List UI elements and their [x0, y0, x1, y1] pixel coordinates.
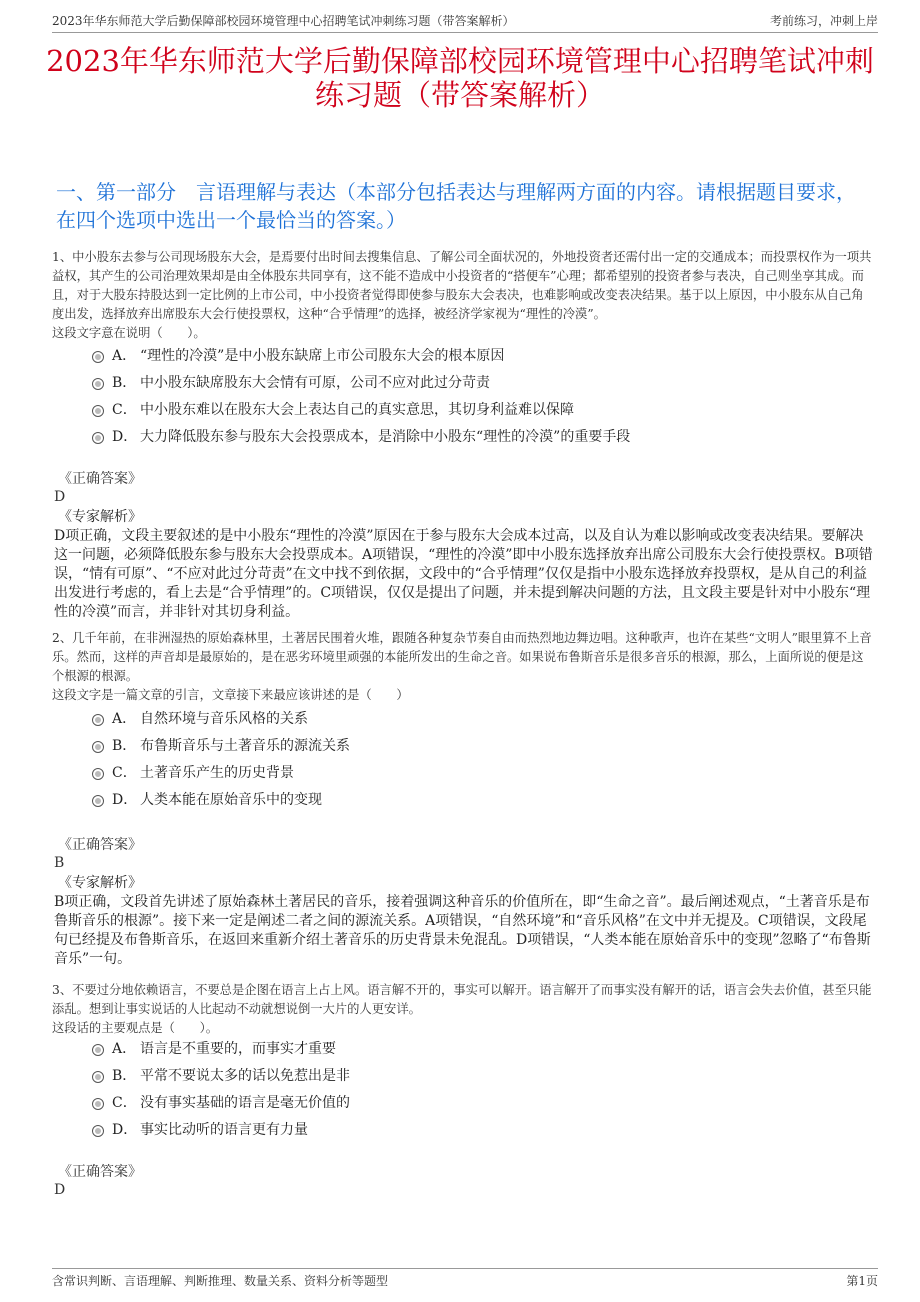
- option-c[interactable]: C． 中小股东难以在股东大会上表达自己的真实意思，其切身利益难以保障: [92, 397, 880, 424]
- option-a[interactable]: A． 语言是不重要的，而事实才重要: [92, 1036, 880, 1063]
- option-b[interactable]: B． 布鲁斯音乐与土著音乐的源流关系: [92, 733, 880, 760]
- question-1-explanation: [54, 508, 876, 622]
- explain-text: D项正确，文段主要叙述的是中小股东“理性的冷漠”原因在于参与股东大会成本过高，以及自认为难以影响或改变表决结果。要解决这一问题，必须降低股东参与股东大会投票成本。A项错误，“理性的冷漠”即中小股东选择放弃出席公司股东大会行使投票权。B项错误，“情有可原”、“不应对此过分苛责”在文中找不到依据，文段中的“合乎情理”仅仅是指中小股东选择放弃投票权，是从自己的利益出发进行考虑的，看上去是“合乎情理”的。C项错误，仅仅是提出了问题，并未提到解决问题的方法，且文段主要是针对中小股东“理性的冷漠”而言，并非针对其切身利益。: [54, 528, 873, 620]
- page-footer: [52, 1268, 878, 1292]
- radio-icon[interactable]: [92, 405, 104, 417]
- question-3-prompt: 这段话的主要观点是（ ）。: [52, 1021, 219, 1035]
- question-1-prompt: 这段文字意在说明（ ）。: [52, 326, 206, 340]
- radio-icon[interactable]: [92, 714, 104, 726]
- answer-value: B: [54, 855, 65, 871]
- radio-icon[interactable]: [92, 351, 104, 363]
- question-3-stem: 3、不要过分地依赖语言，不要总是企图在语言上占上风。语言解不开的，事实可以解开。语言解开了而事实没有解开的话，语言会失去价值，甚至只能添乱。想到让事实说话的人比起动不动就想说倒一大片的人更安详。: [52, 983, 872, 1016]
- explain-label: 《专家解析》: [58, 509, 142, 525]
- answer-label: 《正确答案》: [58, 471, 142, 487]
- option-a[interactable]: A． 自然环境与音乐风格的关系: [92, 706, 880, 733]
- question-3-options: [92, 1036, 880, 1144]
- question-2-stem: 2、几千年前，在非洲湿热的原始森林里，土著居民围着火堆，跟随各种复杂节奏自由而热烈地边舞边唱。这种歌声，也许在某些“文明人”眼里算不上音乐。然而，这样的声音却是最原始的，是在恶劣环境里顽强的本能所发出的生命之音。如果说布鲁斯音乐是很多音乐的根源，那么，上面所说的便是这个根源的根源。: [52, 631, 872, 683]
- option-c[interactable]: C． 没有事实基础的语言是毫无价值的: [92, 1090, 880, 1117]
- question-2-explanation: [54, 874, 876, 969]
- option-b[interactable]: B． 中小股东缺席股东大会情有可原，公司不应对此过分苛责: [92, 370, 880, 397]
- header-slogan: 考前练习，冲刺上岸: [769, 14, 878, 28]
- radio-icon[interactable]: [92, 1125, 104, 1137]
- option-b[interactable]: B． 平常不要说太多的话以免惹出是非: [92, 1063, 880, 1090]
- question-1: [52, 248, 874, 343]
- answer-value: D: [54, 489, 66, 505]
- radio-icon[interactable]: [92, 795, 104, 807]
- question-1-answer: [54, 470, 880, 506]
- question-1-stem: 1、中小股东去参与公司现场股东大会，是焉要付出时间去搜集信息、了解公司全面状况的，外地投资者还需付出一定的交通成本；而投票权作为一项共益权，其产生的公司治理效果却是由全体股东共同享有，这不能不造成中小投资者的“搭便车”心理；都希望别的投资者参与表决，自己则坐享其成。而且，对于大股东持股达到一定比例的上市公司，中小投资者觉得即使参与股东大会表决，也难影响或改变表决结果。基于以上原因，中小股东从自己角度出发，选择放弃出席股东大会行使投票权，这种“合乎情理”的选择，被经济学家视为“理性的冷漠”。: [52, 250, 872, 321]
- option-d[interactable]: D． 事实比动听的语言更有力量: [92, 1117, 880, 1144]
- page-header: [52, 12, 878, 33]
- radio-icon[interactable]: [92, 1071, 104, 1083]
- radio-icon[interactable]: [92, 768, 104, 780]
- radio-icon[interactable]: [92, 432, 104, 444]
- question-2-answer: [54, 836, 880, 872]
- radio-icon[interactable]: [92, 741, 104, 753]
- header-doc-title: 2023年华东师范大学后勤保障部校园环境管理中心招聘笔试冲刺练习题（带答案解析）: [52, 14, 515, 28]
- page-number: 第1页: [846, 1274, 878, 1288]
- footer-categories: 含常识判断、言语理解、判断推理、数量关系、资料分析等题型: [52, 1274, 389, 1288]
- radio-icon[interactable]: [92, 1044, 104, 1056]
- question-1-options: [92, 343, 880, 451]
- section-heading: 一、第一部分 言语理解与表达（本部分包括表达与理解两方面的内容。请根据题目要求，在四个选项中选出一个最恰当的答案。）: [56, 180, 856, 232]
- option-d[interactable]: D． 人类本能在原始音乐中的变现: [92, 787, 880, 814]
- explain-text: B项正确，文段首先讲述了原始森林土著居民的音乐，接着强调这种音乐的价值所在，即“生命之音”。最后阐述观点，“土著音乐是布鲁斯音乐的根源”。接下来一定是阐述二者之间的源流关系。A项错误，“自然环境”和“音乐风格”在文中并无提及。C项错误，文段尾句已经提及布鲁斯音乐，在返回来重新介绍土著音乐的历史背景未免混乱。D项错误，“人类本能在原始音乐中的变现”忽略了“布鲁斯音乐”一句。: [54, 894, 871, 967]
- question-3-answer: [54, 1163, 880, 1199]
- option-c[interactable]: C． 土著音乐产生的历史背景: [92, 760, 880, 787]
- question-2-prompt: 这段文字是一篇文章的引言，文章接下来最应该讲述的是（ ）: [52, 688, 409, 702]
- radio-icon[interactable]: [92, 378, 104, 390]
- answer-label: 《正确答案》: [58, 1164, 142, 1180]
- answer-value: D: [54, 1182, 66, 1198]
- option-a[interactable]: A． “理性的冷漠”是中小股东缺席上市公司股东大会的根本原因: [92, 343, 880, 370]
- explain-label: 《专家解析》: [58, 875, 142, 891]
- page-title: 2023年华东师范大学后勤保障部校园环境管理中心招聘笔试冲刺练习题（带答案解析）: [46, 44, 874, 112]
- question-2: [52, 629, 874, 705]
- option-d[interactable]: D． 大力降低股东参与股东大会投票成本，是消除中小股东“理性的冷漠”的重要手段: [92, 424, 880, 451]
- answer-label: 《正确答案》: [58, 837, 142, 853]
- radio-icon[interactable]: [92, 1098, 104, 1110]
- question-3: [52, 981, 874, 1038]
- question-2-options: [92, 706, 880, 814]
